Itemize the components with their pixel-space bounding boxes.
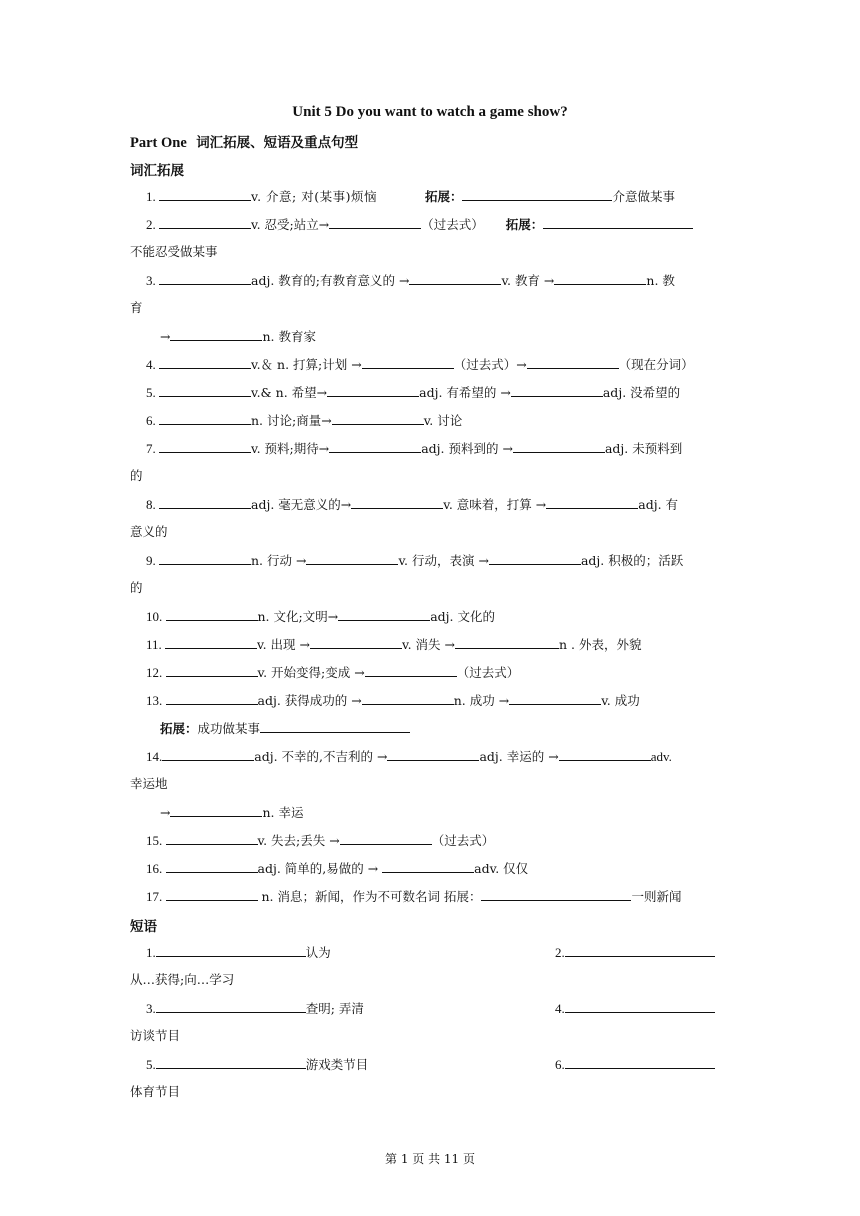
vocab-item-8-cont: 意义的 bbox=[130, 524, 168, 539]
vocab-item-14-cont2 bbox=[160, 803, 303, 822]
answer-blank[interactable] bbox=[332, 411, 424, 425]
item-text: v. 讨论 bbox=[423, 413, 463, 428]
item-number: 2. bbox=[555, 945, 565, 960]
answer-blank[interactable] bbox=[362, 355, 454, 369]
item-number: 3. bbox=[146, 273, 159, 288]
item-number: 7. bbox=[146, 441, 159, 456]
answer-blank[interactable] bbox=[329, 215, 421, 229]
part-heading-en: Part One bbox=[130, 135, 187, 151]
item-text: n. 文化;文明→ bbox=[257, 609, 339, 624]
vocab-item-14-cont: 幸运地 bbox=[130, 776, 168, 791]
item-text: n. 讨论;商量→ bbox=[251, 413, 332, 428]
answer-blank[interactable] bbox=[543, 215, 693, 229]
item-number: 15. bbox=[146, 833, 166, 848]
item-number: 4. bbox=[555, 1001, 565, 1016]
answer-blank[interactable] bbox=[159, 495, 251, 509]
item-number: 5. bbox=[146, 1057, 156, 1072]
item-number: 9. bbox=[146, 553, 159, 568]
answer-blank[interactable] bbox=[159, 383, 251, 397]
answer-blank[interactable] bbox=[565, 943, 715, 957]
item-number: 3. bbox=[146, 1001, 156, 1016]
extension-label: 拓展： bbox=[160, 721, 198, 736]
item-text: adj. 积极的；活跃 bbox=[580, 553, 684, 568]
answer-blank[interactable] bbox=[527, 355, 619, 369]
item-number: 8. bbox=[146, 497, 159, 512]
answer-blank[interactable] bbox=[166, 859, 258, 873]
item-text: 查明; 弄清 bbox=[305, 1001, 364, 1016]
phrase-item-2-cont: 从…获得;向…学习 bbox=[130, 972, 235, 987]
item-text: （现在分词） bbox=[618, 357, 694, 372]
vocab-item-7 bbox=[146, 439, 682, 458]
item-text: v.& n. 希望→ bbox=[251, 385, 328, 400]
answer-blank[interactable] bbox=[462, 187, 612, 201]
answer-blank[interactable] bbox=[159, 355, 251, 369]
item-number: 6. bbox=[555, 1057, 565, 1072]
answer-blank[interactable] bbox=[554, 271, 646, 285]
answer-blank[interactable] bbox=[159, 215, 251, 229]
vocab-item-5 bbox=[146, 383, 680, 402]
item-text: n. 教育家 bbox=[262, 329, 316, 344]
answer-blank[interactable] bbox=[382, 859, 474, 873]
vocab-item-10 bbox=[146, 607, 495, 626]
vocab-item-2 bbox=[146, 215, 693, 234]
vocab-item-6 bbox=[146, 411, 462, 430]
vocab-item-4 bbox=[146, 355, 694, 374]
item-number: 1. bbox=[146, 189, 159, 204]
arrow: → bbox=[160, 329, 171, 344]
item-text: v. 失去;丢失 → bbox=[257, 833, 340, 848]
vocab-item-13-ext bbox=[160, 719, 410, 738]
item-number: 12. bbox=[146, 665, 166, 680]
item-text: v. 介意; 对(某事)烦恼 bbox=[251, 189, 377, 204]
answer-blank[interactable] bbox=[159, 411, 251, 425]
phrase-item-2 bbox=[555, 943, 715, 962]
answer-blank[interactable] bbox=[159, 187, 251, 201]
answer-blank[interactable] bbox=[166, 607, 258, 621]
item-number: 17. bbox=[146, 889, 166, 904]
vocab-item-13 bbox=[146, 691, 640, 710]
item-text: （过去式） bbox=[456, 665, 520, 680]
item-text: n . 外表，外貌 bbox=[559, 637, 642, 652]
item-text: v. 开始变得;变成 → bbox=[257, 665, 365, 680]
arrow: → bbox=[160, 805, 171, 820]
item-text: n. 幸运 bbox=[262, 805, 304, 820]
vocab-item-2-cont: 不能忍受做某事 bbox=[130, 244, 218, 259]
item-text: adj. 文化的 bbox=[430, 609, 495, 624]
answer-blank[interactable] bbox=[565, 1055, 715, 1069]
item-text: adj. 教育的;有教育意义的 → bbox=[251, 273, 410, 288]
answer-blank[interactable] bbox=[511, 383, 603, 397]
answer-blank[interactable] bbox=[387, 747, 479, 761]
answer-blank[interactable] bbox=[327, 383, 419, 397]
extension-label: 拓展： bbox=[505, 217, 544, 232]
phrases-heading: 短语 bbox=[130, 919, 157, 935]
item-text: v. 消失 → bbox=[402, 637, 455, 652]
item-number: 6. bbox=[146, 413, 159, 428]
answer-blank[interactable] bbox=[159, 271, 251, 285]
item-number: 14. bbox=[146, 749, 163, 764]
item-text: n. 行动 → bbox=[251, 553, 307, 568]
vocab-item-8 bbox=[146, 495, 678, 514]
answer-blank[interactable] bbox=[166, 831, 258, 845]
vocab-item-7-cont: 的 bbox=[130, 468, 143, 483]
item-text: v. 成功 bbox=[601, 693, 640, 708]
phrase-item-6-cont: 体育节目 bbox=[130, 1084, 181, 1099]
item-text: adv. 仅仅 bbox=[474, 861, 529, 876]
item-text: （过去式） bbox=[421, 217, 484, 232]
item-number: 13. bbox=[146, 693, 166, 708]
answer-blank[interactable] bbox=[159, 439, 251, 453]
item-text: （过去式）→ bbox=[453, 357, 527, 372]
item-text: v. 教育 → bbox=[501, 273, 555, 288]
item-text: adj. 没希望的 bbox=[602, 385, 681, 400]
answer-blank[interactable] bbox=[489, 551, 581, 565]
answer-blank[interactable] bbox=[329, 439, 421, 453]
answer-blank[interactable] bbox=[362, 691, 454, 705]
phrase-item-3 bbox=[146, 999, 364, 1018]
answer-blank[interactable] bbox=[166, 691, 258, 705]
item-text: v. 行动，表演 → bbox=[398, 553, 489, 568]
answer-blank[interactable] bbox=[156, 1055, 306, 1069]
item-number: 10. bbox=[146, 609, 166, 624]
answer-blank[interactable] bbox=[340, 831, 432, 845]
part-heading bbox=[130, 131, 358, 152]
answer-blank[interactable] bbox=[170, 327, 262, 341]
item-text: adj. 不幸的,不吉利的 → bbox=[254, 749, 388, 764]
answer-blank[interactable] bbox=[365, 663, 457, 677]
answer-blank[interactable] bbox=[165, 635, 257, 649]
item-text: v. 忍受;站立→ bbox=[251, 217, 330, 232]
answer-blank[interactable] bbox=[509, 691, 601, 705]
phrase-item-5 bbox=[146, 1055, 368, 1074]
answer-blank[interactable] bbox=[338, 607, 430, 621]
item-text: adv. bbox=[650, 749, 672, 764]
item-text: v. 出现 → bbox=[257, 637, 311, 652]
item-text: adj. 幸运的 → bbox=[479, 749, 559, 764]
answer-blank[interactable] bbox=[546, 495, 638, 509]
answer-blank[interactable] bbox=[166, 887, 258, 901]
answer-blank[interactable] bbox=[166, 663, 258, 677]
item-text: n. 成功 → bbox=[453, 693, 510, 708]
item-text: adj. 有希望的 → bbox=[419, 385, 511, 400]
answer-blank[interactable] bbox=[565, 999, 715, 1013]
vocab-item-3 bbox=[146, 271, 675, 290]
phrase-item-4 bbox=[555, 999, 715, 1018]
vocab-item-16 bbox=[146, 859, 528, 878]
vocab-item-3-cont: 育 bbox=[130, 300, 143, 315]
item-number: 2. bbox=[146, 217, 159, 232]
answer-blank[interactable] bbox=[156, 999, 306, 1013]
answer-blank[interactable] bbox=[559, 747, 651, 761]
vocab-item-9-cont: 的 bbox=[130, 580, 143, 595]
item-text: v. 预料;期待→ bbox=[251, 441, 330, 456]
item-number: 11. bbox=[146, 637, 166, 652]
item-number: 4. bbox=[146, 357, 159, 372]
vocab-item-17 bbox=[146, 887, 681, 906]
vocab-heading: 词汇拓展 bbox=[130, 163, 184, 179]
item-text: adj. 预料到的 → bbox=[421, 441, 513, 456]
phrase-item-4-cont: 访谈节目 bbox=[130, 1028, 181, 1043]
answer-blank[interactable] bbox=[351, 495, 443, 509]
item-text: v.＆ n. 打算;计划 → bbox=[251, 357, 362, 372]
answer-blank[interactable] bbox=[260, 719, 410, 733]
item-number: 1. bbox=[146, 945, 156, 960]
vocab-item-11 bbox=[146, 635, 641, 654]
item-text: 介意做某事 bbox=[612, 189, 675, 204]
answer-blank[interactable] bbox=[409, 271, 501, 285]
item-text: 认为 bbox=[305, 945, 331, 960]
item-text: adj. 获得成功的 → bbox=[257, 693, 362, 708]
vocab-item-1 bbox=[146, 187, 675, 206]
item-text: 成功做某事 bbox=[197, 721, 261, 736]
answer-blank[interactable] bbox=[159, 551, 251, 565]
item-text: adj. 简单的,易做的 → bbox=[257, 861, 383, 876]
item-text: adj. 未预料到 bbox=[604, 441, 683, 456]
answer-blank[interactable] bbox=[455, 635, 559, 649]
item-text: 游戏类节目 bbox=[305, 1057, 369, 1072]
answer-blank[interactable] bbox=[306, 551, 398, 565]
item-number: 5. bbox=[146, 385, 159, 400]
vocab-item-9 bbox=[146, 551, 683, 570]
item-text: adj. 有 bbox=[638, 497, 679, 512]
vocab-item-3-cont2 bbox=[160, 327, 316, 346]
item-text: n. 教 bbox=[646, 273, 675, 288]
item-text: v. 意味着，打算 → bbox=[443, 497, 547, 512]
item-text: adj. 毫无意义的→ bbox=[251, 497, 352, 512]
item-text: （过去式） bbox=[431, 833, 495, 848]
unit-title: Unit 5 Do you want to watch a game show? bbox=[292, 104, 568, 120]
answer-blank[interactable] bbox=[310, 635, 402, 649]
vocab-item-12 bbox=[146, 663, 519, 682]
answer-blank[interactable] bbox=[481, 887, 631, 901]
item-text: 一则新闻 bbox=[631, 889, 682, 904]
answer-blank[interactable] bbox=[513, 439, 605, 453]
phrase-item-6 bbox=[555, 1055, 715, 1074]
extension-label: 拓展： bbox=[424, 189, 463, 204]
answer-blank[interactable] bbox=[156, 943, 306, 957]
vocab-item-15 bbox=[146, 831, 494, 850]
part-heading-cn: 词汇拓展、短语及重点句型 bbox=[196, 135, 359, 151]
item-text: n. 消息；新闻，作为不可数名词 拓展： bbox=[257, 889, 482, 904]
vocab-item-14 bbox=[146, 747, 672, 766]
answer-blank[interactable] bbox=[170, 803, 262, 817]
item-number: 16. bbox=[146, 861, 166, 876]
answer-blank[interactable] bbox=[162, 747, 254, 761]
page-footer: 第 1 页 共 11 页 bbox=[385, 1152, 475, 1166]
phrase-item-1 bbox=[146, 943, 331, 962]
